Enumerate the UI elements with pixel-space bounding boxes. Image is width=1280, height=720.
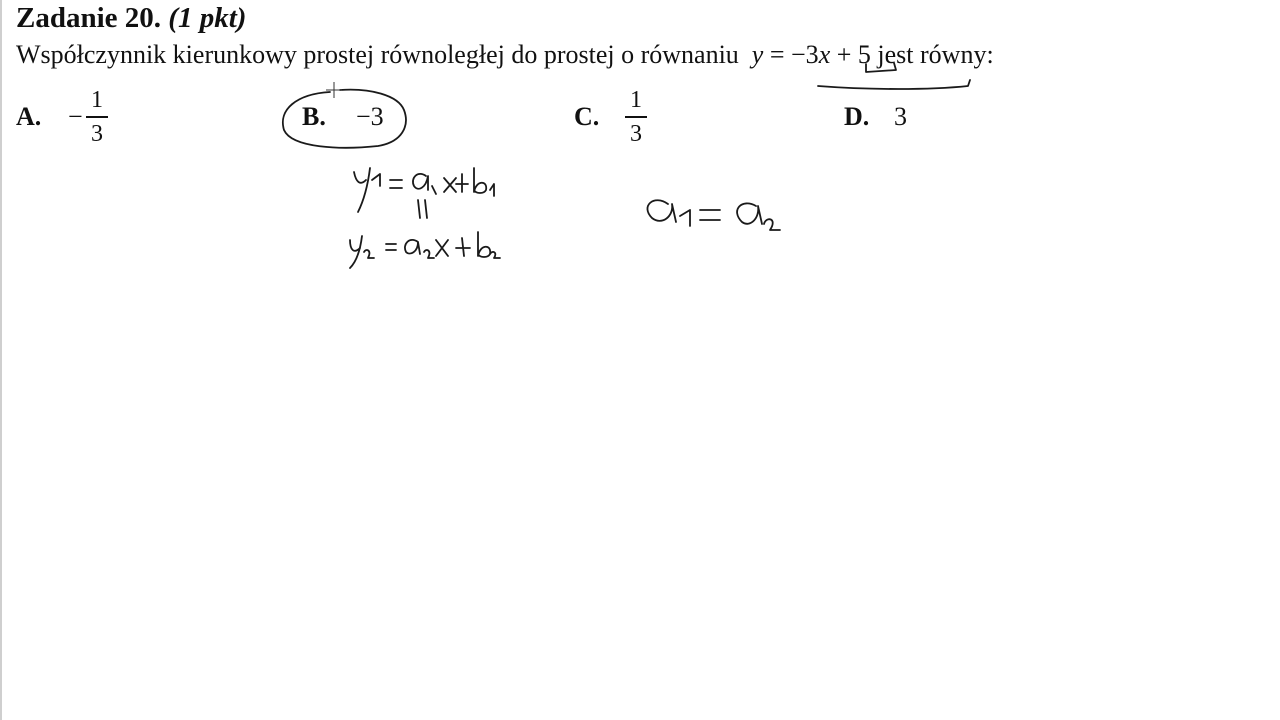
equation-coef: −3 xyxy=(791,40,819,69)
option-d-value: 3 xyxy=(894,102,907,131)
equation xyxy=(745,40,877,69)
fraction-bar xyxy=(86,116,108,118)
equation-x: x xyxy=(818,40,831,69)
option-a-numerator: 1 xyxy=(91,87,103,113)
option-c-numerator: 1 xyxy=(630,87,642,113)
option-a-label[interactable]: A. xyxy=(16,102,42,131)
page-border xyxy=(0,0,2,720)
option-c-fraction xyxy=(625,88,647,146)
option-a-denominator: 3 xyxy=(91,120,103,147)
question-before: Współczynnik kierunkowy prostej równoległej do prostej o równaniu xyxy=(16,40,739,69)
question-after: jest równy: xyxy=(877,40,994,69)
task-points: (1 pkt) xyxy=(168,2,247,34)
equation-rest: + 5 xyxy=(836,40,871,69)
task-title xyxy=(16,2,246,35)
handwritten-condition xyxy=(647,200,780,230)
equation-eq: = xyxy=(769,40,785,69)
question-text xyxy=(16,40,994,70)
option-a-sign: − xyxy=(68,102,83,131)
handwritten-parallel xyxy=(418,200,427,218)
option-b-label[interactable]: B. xyxy=(302,102,326,131)
option-b-value: −3 xyxy=(356,102,384,131)
fraction-bar xyxy=(625,116,647,118)
option-c-label[interactable]: C. xyxy=(574,102,600,131)
handwritten-line1 xyxy=(354,168,494,212)
crosshair-cursor-icon xyxy=(326,82,342,98)
option-d-label[interactable]: D. xyxy=(844,102,870,131)
equation-y: y xyxy=(751,40,764,69)
handwritten-line2 xyxy=(350,232,500,268)
option-c-denominator: 3 xyxy=(630,120,642,147)
task-number: Zadanie 20. xyxy=(16,2,162,34)
option-a-fraction xyxy=(86,88,108,146)
equation-underline-stroke xyxy=(818,80,970,89)
